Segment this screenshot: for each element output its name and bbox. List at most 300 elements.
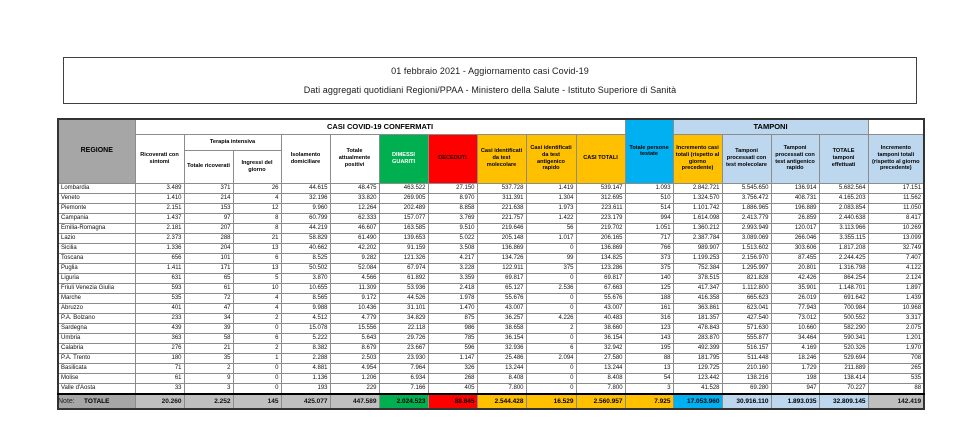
value-cell: 2 (233, 313, 281, 323)
value-cell: 41.528 (673, 383, 722, 394)
covid-data-table (57, 118, 925, 410)
value-cell: 0 (526, 293, 576, 303)
value-cell: 70.227 (819, 383, 868, 394)
value-cell: 55.676 (576, 293, 625, 303)
value-cell: 3.355.115 (819, 233, 868, 243)
header-totale-ricoverati-ti: Totale ricoverati (184, 150, 233, 183)
value-cell: 520.326 (819, 343, 868, 353)
report-subtitle: Dati aggregati quotidiani Regioni/PPAA - Ministero della Salute - Istituto Superiore di Sanità (303, 84, 677, 95)
header-terapia-intensiva: Terapia intensiva (184, 134, 281, 150)
value-cell: 211.889 (819, 363, 868, 373)
value-cell: 13 (233, 263, 281, 273)
region-name: Basilicata (58, 363, 135, 373)
value-cell: 121.326 (379, 253, 428, 263)
value-cell: 205.148 (477, 233, 526, 243)
value-cell: 219.646 (477, 223, 526, 233)
value-cell: 1.136 (281, 373, 330, 383)
value-cell: 283.870 (673, 333, 722, 343)
value-cell: 4.122 (868, 263, 924, 273)
value-cell: 88 (625, 353, 673, 363)
table-row (58, 253, 924, 263)
value-cell: 17.151 (868, 183, 924, 193)
value-cell: 373 (625, 253, 673, 263)
value-cell: 134.726 (477, 253, 526, 263)
value-cell: 42.202 (330, 243, 379, 253)
value-cell: 535 (135, 293, 184, 303)
value-cell: 8.417 (868, 213, 924, 223)
header-regione: REGIONE (58, 119, 135, 183)
region-name: Toscana (58, 253, 135, 263)
value-cell: 38.660 (576, 323, 625, 333)
value-cell: 10.655 (281, 283, 330, 293)
table-row (58, 223, 924, 233)
value-cell: 989.907 (673, 243, 722, 253)
value-cell: 13 (625, 363, 673, 373)
table-row (58, 243, 924, 253)
value-cell: 7.166 (379, 383, 428, 394)
region-name: Calabria (58, 343, 135, 353)
value-cell: 371 (184, 183, 233, 193)
header-attualmente-positivi: Totale attualmente positivi (330, 134, 379, 183)
value-cell: 61.892 (379, 273, 428, 283)
value-cell: 157.077 (379, 213, 428, 223)
value-cell: 1.112.800 (722, 283, 771, 293)
value-cell: 288 (184, 233, 233, 243)
value-cell: 0 (526, 303, 576, 313)
region-name: Friuli Venezia Giulia (58, 283, 135, 293)
value-cell: 3.113.966 (819, 223, 868, 233)
table-row (58, 193, 924, 203)
value-cell: 7.800 (477, 383, 526, 394)
value-cell: 39 (184, 323, 233, 333)
value-cell: 8.679 (330, 343, 379, 353)
value-cell: 40.483 (576, 313, 625, 323)
value-cell: 555.877 (722, 333, 771, 343)
value-cell: 1.199.253 (673, 253, 722, 263)
value-cell: 22.118 (379, 323, 428, 333)
value-cell: 717 (625, 233, 673, 243)
value-cell: 5 (233, 273, 281, 283)
value-cell: 2.536 (526, 283, 576, 293)
value-cell: 3.870 (281, 273, 330, 283)
value-cell: 537.728 (477, 183, 526, 193)
table-row (58, 213, 924, 223)
value-cell: 947 (771, 383, 819, 394)
value-cell: 425.077 (281, 394, 330, 409)
value-cell: 326 (428, 363, 477, 373)
value-cell: 32.749 (868, 243, 924, 253)
value-cell: 4.954 (330, 363, 379, 373)
value-cell: 221.757 (477, 213, 526, 223)
value-cell: 1.201 (868, 333, 924, 343)
value-cell: 408.731 (771, 193, 819, 203)
value-cell: 125 (625, 283, 673, 293)
value-cell: 210.160 (722, 363, 771, 373)
value-cell: 316 (625, 313, 673, 323)
value-cell: 590.341 (819, 333, 868, 343)
value-cell: 3.089.069 (722, 233, 771, 243)
value-cell: 27.580 (576, 353, 625, 363)
value-cell: 13.099 (868, 233, 924, 243)
band-casi-confermati: CASI COVID-19 CONFERMATI (135, 119, 625, 134)
table-row (58, 283, 924, 293)
value-cell: 181.795 (673, 353, 722, 363)
value-cell: 38.658 (477, 323, 526, 333)
value-cell: 3.756.472 (722, 193, 771, 203)
value-cell: 2.440.638 (819, 213, 868, 223)
value-cell: 1.336 (135, 243, 184, 253)
value-cell: 2.244.425 (819, 253, 868, 263)
value-cell: 8.525 (281, 253, 330, 263)
header-persone-testate: Totale persone testate (625, 119, 673, 183)
value-cell: 0 (526, 383, 576, 394)
value-cell: 13.244 (477, 363, 526, 373)
value-cell: 10 (233, 283, 281, 293)
value-cell: 4.226 (526, 313, 576, 323)
region-name: Valle d'Aosta (58, 383, 135, 394)
value-cell: 864.254 (819, 273, 868, 283)
value-cell: 36.257 (477, 313, 526, 323)
value-cell: 1.093 (625, 183, 673, 193)
value-cell: 0 (233, 373, 281, 383)
value-cell: 136.869 (477, 243, 526, 253)
value-cell: 221.638 (477, 203, 526, 213)
value-cell: 61 (135, 373, 184, 383)
value-cell: 6 (526, 343, 576, 353)
value-cell: 3 (625, 383, 673, 394)
value-cell: 1.614.098 (673, 213, 722, 223)
table-row (58, 313, 924, 323)
value-cell: 23.667 (379, 343, 428, 353)
header-ricoverati: Ricoverati con sintomi (135, 134, 184, 183)
value-cell: 311.391 (477, 193, 526, 203)
value-cell: 233 (135, 313, 184, 323)
total-row (58, 394, 924, 409)
value-cell: 195 (625, 343, 673, 353)
title-box (63, 57, 917, 104)
value-cell: 2.373 (135, 233, 184, 243)
value-cell: 4.566 (330, 273, 379, 283)
table-row (58, 353, 924, 363)
value-cell: 2 (233, 343, 281, 353)
header-incremento-casi: Incremento casi totali (rispetto al giorno precedente) (673, 134, 722, 183)
value-cell: 1.360.212 (673, 223, 722, 233)
note-label: Note: (58, 398, 75, 405)
value-cell: 2.418 (428, 283, 477, 293)
value-cell: 47 (184, 303, 233, 313)
value-cell: 67.663 (576, 283, 625, 293)
value-cell: 11.562 (868, 193, 924, 203)
value-cell: 9.172 (330, 293, 379, 303)
value-cell: 69.817 (477, 273, 526, 283)
region-name: Abruzzo (58, 303, 135, 313)
value-cell: 2.387.784 (673, 233, 722, 243)
value-cell: 161 (625, 303, 673, 313)
region-name: Campania (58, 213, 135, 223)
value-cell: 2.124 (868, 273, 924, 283)
value-cell: 1 (233, 353, 281, 363)
value-cell: 0 (526, 373, 576, 383)
value-cell: 516.157 (722, 343, 771, 353)
value-cell: 30.916.110 (722, 394, 771, 409)
region-name: Liguria (58, 273, 135, 283)
value-cell: 582.290 (819, 323, 868, 333)
value-cell: 1.206 (330, 373, 379, 383)
value-cell: 2.993.949 (722, 223, 771, 233)
value-cell: 26 (233, 183, 281, 193)
value-cell: 1.410 (135, 193, 184, 203)
value-cell: 1.973 (526, 203, 576, 213)
value-cell: 69.817 (576, 273, 625, 283)
value-cell: 821.828 (722, 273, 771, 283)
value-cell: 596 (428, 343, 477, 353)
value-cell: 52.084 (330, 263, 379, 273)
value-cell: 1.978 (428, 293, 477, 303)
value-cell: 875 (428, 313, 477, 323)
value-cell: 40.662 (281, 243, 330, 253)
value-cell: 535 (868, 373, 924, 383)
table-header (58, 119, 924, 183)
value-cell: 35 (184, 353, 233, 363)
value-cell: 3.359 (428, 273, 477, 283)
value-cell: 1.897 (868, 283, 924, 293)
value-cell: 5.545.650 (722, 183, 771, 193)
value-cell: 9.960 (281, 203, 330, 213)
value-cell: 2.024.523 (379, 394, 428, 409)
table-row (58, 263, 924, 273)
region-name: Sicilia (58, 243, 135, 253)
value-cell: 2.151 (135, 203, 184, 213)
value-cell: 8.382 (281, 343, 330, 353)
value-cell: 62.333 (330, 213, 379, 223)
value-cell: 48.475 (330, 183, 379, 193)
region-name: P.A. Bolzano (58, 313, 135, 323)
value-cell: 986 (428, 323, 477, 333)
value-cell: 5.222 (281, 333, 330, 343)
value-cell: 34 (184, 313, 233, 323)
value-cell: 69.280 (722, 383, 771, 394)
value-cell: 61.490 (330, 233, 379, 243)
table-row (58, 383, 924, 394)
region-name: Lazio (58, 233, 135, 243)
value-cell: 123 (625, 323, 673, 333)
value-cell: 20.801 (771, 263, 819, 273)
value-cell: 2.288 (281, 353, 330, 363)
value-cell: 1.304 (526, 193, 576, 203)
value-cell: 2.560.957 (576, 394, 625, 409)
value-cell: 375 (526, 263, 576, 273)
value-cell: 4.217 (428, 253, 477, 263)
value-cell: 363.861 (673, 303, 722, 313)
value-cell: 50.502 (281, 263, 330, 273)
value-cell: 439 (135, 323, 184, 333)
value-cell: 3 (184, 383, 233, 394)
value-cell: 5.643 (330, 333, 379, 343)
value-cell: 181.357 (673, 313, 722, 323)
header-ingressi-giorno: Ingressi del giorno (233, 150, 281, 183)
value-cell: 6 (233, 333, 281, 343)
value-cell: 994 (625, 213, 673, 223)
value-cell: 10.269 (868, 223, 924, 233)
value-cell: 1.419 (526, 183, 576, 193)
value-cell: 4.881 (281, 363, 330, 373)
value-cell: 72 (184, 293, 233, 303)
value-cell: 32.942 (576, 343, 625, 353)
table-body (58, 183, 924, 409)
value-cell: 202.489 (379, 203, 428, 213)
region-name: P.A. Trento (58, 353, 135, 363)
value-cell: 0 (526, 333, 576, 343)
value-cell: 8.970 (428, 193, 477, 203)
value-cell: 88.845 (428, 394, 477, 409)
header-isolamento: Isolamento domiciliare (281, 134, 330, 183)
value-cell: 571.630 (722, 323, 771, 333)
value-cell: 123.442 (673, 373, 722, 383)
value-cell: 44.526 (379, 293, 428, 303)
value-cell: 139.653 (379, 233, 428, 243)
region-name: Sardegna (58, 323, 135, 333)
value-cell: 2.842.721 (673, 183, 722, 193)
value-cell: 67.974 (379, 263, 428, 273)
value-cell: 276 (135, 343, 184, 353)
value-cell: 58.829 (281, 233, 330, 243)
value-cell: 303.606 (771, 243, 819, 253)
value-cell: 43.007 (477, 303, 526, 313)
value-cell: 188 (625, 293, 673, 303)
value-cell: 21 (233, 233, 281, 243)
value-cell: 2.413.779 (722, 213, 771, 223)
value-cell: 4.779 (330, 313, 379, 323)
value-cell: 269.905 (379, 193, 428, 203)
value-cell: 0 (526, 363, 576, 373)
value-cell: 514 (625, 203, 673, 213)
value-cell: 6 (233, 253, 281, 263)
value-cell: 593 (135, 283, 184, 293)
value-cell: 2.503 (330, 353, 379, 363)
value-cell: 9.988 (281, 303, 330, 313)
value-cell: 10.436 (330, 303, 379, 313)
value-cell: 4.512 (281, 313, 330, 323)
value-cell: 11.309 (330, 283, 379, 293)
report-title: 01 febbraio 2021 - Aggiornamento casi Covid-19 (391, 66, 589, 77)
value-cell: 9 (184, 373, 233, 383)
value-cell: 478.843 (673, 323, 722, 333)
value-cell: 2 (526, 323, 576, 333)
table-row (58, 203, 924, 213)
value-cell: 0 (233, 323, 281, 333)
value-cell: 0 (233, 383, 281, 394)
value-cell: 223.179 (576, 213, 625, 223)
value-cell: 138.216 (722, 373, 771, 383)
value-cell: 12 (233, 203, 281, 213)
value-cell: 492.399 (673, 343, 722, 353)
value-cell: 229 (330, 383, 379, 394)
value-cell: 511.448 (722, 353, 771, 363)
value-cell: 1.051 (625, 223, 673, 233)
value-cell: 60.799 (281, 213, 330, 223)
value-cell: 61 (184, 283, 233, 293)
value-cell: 56 (526, 223, 576, 233)
value-cell: 36.154 (477, 333, 526, 343)
region-name: Emilia-Romagna (58, 223, 135, 233)
value-cell: 196.889 (771, 203, 819, 213)
value-cell: 8.408 (576, 373, 625, 383)
value-cell: 378.515 (673, 273, 722, 283)
value-cell: 12.264 (330, 203, 379, 213)
value-cell: 145 (233, 394, 281, 409)
value-cell: 2.252 (184, 394, 233, 409)
value-cell: 46.607 (330, 223, 379, 233)
value-cell: 58 (184, 333, 233, 343)
value-cell: 34.829 (379, 313, 428, 323)
value-cell: 44.615 (281, 183, 330, 193)
value-cell: 13 (233, 243, 281, 253)
value-cell: 204 (184, 243, 233, 253)
value-cell: 136.869 (576, 243, 625, 253)
value-cell: 206.165 (576, 233, 625, 243)
value-cell: 463.522 (379, 183, 428, 193)
value-cell: 23.930 (379, 353, 428, 363)
value-cell: 4.169 (771, 343, 819, 353)
value-cell: 21 (184, 343, 233, 353)
value-cell: 101 (184, 253, 233, 263)
value-cell: 1.893.035 (771, 394, 819, 409)
value-cell: 539.147 (576, 183, 625, 193)
value-cell: 214 (184, 193, 233, 203)
value-cell: 91.159 (379, 243, 428, 253)
value-cell: 1.148.701 (819, 283, 868, 293)
value-cell: 10.660 (771, 323, 819, 333)
value-cell: 1.729 (771, 363, 819, 373)
value-cell: 2 (184, 363, 233, 373)
value-cell: 401 (135, 303, 184, 313)
table-row (58, 233, 924, 243)
region-name: Piemonte (58, 203, 135, 213)
value-cell: 55.676 (477, 293, 526, 303)
value-cell: 16.529 (526, 394, 576, 409)
value-cell: 1.411 (135, 263, 184, 273)
header-casi-molecolare: Casi identificati da test molecolare (477, 134, 526, 183)
value-cell: 223.611 (576, 203, 625, 213)
value-cell: 427.540 (722, 313, 771, 323)
value-cell: 193 (281, 383, 330, 394)
value-cell: 5.682.564 (819, 183, 868, 193)
region-name: Lombardia (58, 183, 135, 193)
value-cell: 1.470 (428, 303, 477, 313)
value-cell: 1.886.965 (722, 203, 771, 213)
value-cell: 15.556 (330, 323, 379, 333)
region-name: Veneto (58, 193, 135, 203)
value-cell: 54 (625, 373, 673, 383)
value-cell: 33 (135, 383, 184, 394)
value-cell: 1.295.997 (722, 263, 771, 273)
value-cell: 77.943 (771, 303, 819, 313)
value-cell: 36.154 (576, 333, 625, 343)
value-cell: 163.585 (379, 223, 428, 233)
value-cell: 447.589 (330, 394, 379, 409)
value-cell: 752.384 (673, 263, 722, 273)
value-cell: 26.019 (771, 293, 819, 303)
value-cell: 3.317 (868, 313, 924, 323)
value-cell: 1.324.570 (673, 193, 722, 203)
value-cell: 134.825 (576, 253, 625, 263)
table-row (58, 343, 924, 353)
value-cell: 4 (233, 293, 281, 303)
value-cell: 0 (526, 273, 576, 283)
value-cell: 0 (233, 363, 281, 373)
value-cell: 42.426 (771, 273, 819, 283)
total-label: TOTALE (58, 394, 135, 409)
